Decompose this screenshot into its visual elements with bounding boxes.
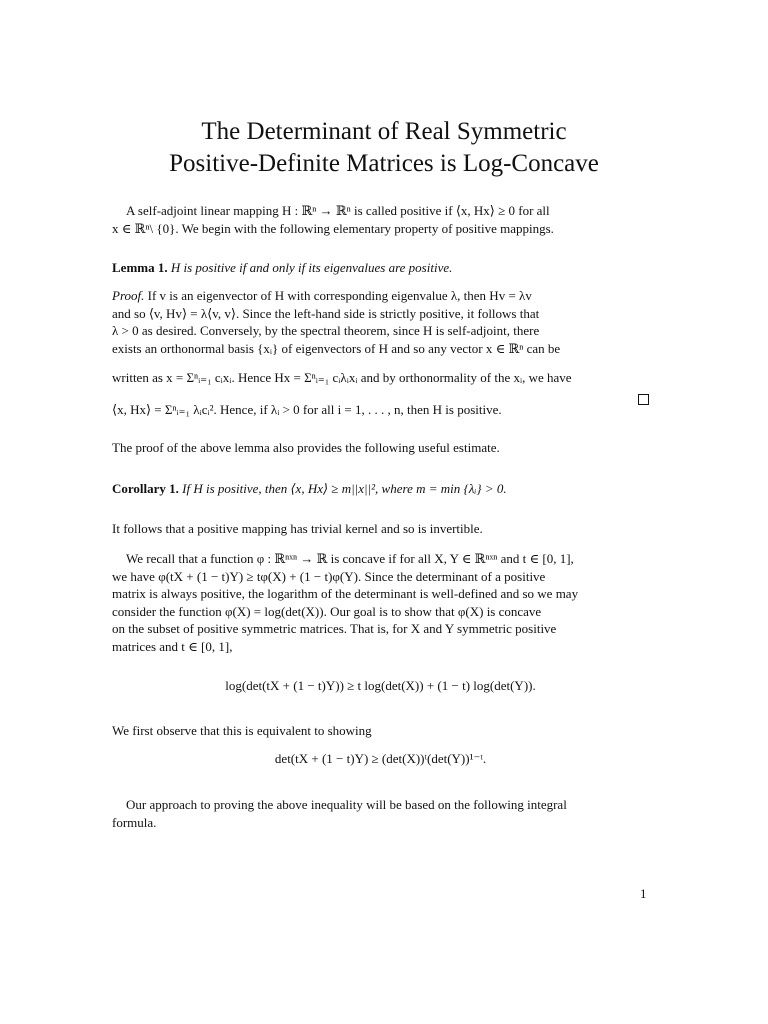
concave-line-4: consider the function φ(X) = log(det(X)). Our goal is to show that φ(X) is concave	[112, 603, 542, 619]
corollary-block	[112, 480, 649, 498]
corollary-text: If H is positive, then ⟨x, Hx⟩ ≥ m||x||², where m = min {λᵢ} > 0.	[182, 481, 507, 496]
concave-line-6: matrices and t ∈ [0, 1],	[112, 638, 233, 654]
corollary-label: Corollary 1.	[112, 481, 179, 496]
proof-line-1: If v is an eigenvector of H with corresponding eigenvalue λ, then Hv = λv	[147, 288, 532, 303]
concave-line-1: We recall that a function φ : ℝⁿˣⁿ → ℝ is concave if for all X, Y ∈ ℝⁿˣⁿ and t ∈ [0, 1],	[126, 551, 574, 566]
approach-line-2: formula.	[112, 814, 157, 830]
proof-line-2: and so ⟨v, Hv⟩ = λ⟨v, v⟩. Since the left-hand side is strictly positive, it follows that	[112, 305, 540, 321]
proof-line-4: exists an orthonormal basis {xᵢ} of eigenvectors of H and so any vector x ∈ ℝⁿ can be	[112, 340, 561, 356]
concave-line-5: on the subset of positive symmetric matrices. That is, for X and Y symmetric positive	[112, 621, 557, 636]
title-line-1: The Determinant of Real Symmetric	[201, 118, 567, 145]
concave-line-3: matrix is always positive, the logarithm of the determinant is well-defined and so we may	[112, 586, 579, 601]
equation-determinant: det(tX + (1 − t)Y) ≥ (det(X))ᵗ(det(Y))¹⁻ᵗ.	[274, 751, 487, 766]
title-line-2: Positive-Definite Matrices is Log-Concave	[169, 150, 599, 177]
concave-line-2: we have φ(tX + (1 − t)Y) ≥ tφ(X) + (1 − t)φ(Y). Since the determinant of a positive	[112, 568, 546, 584]
lemma-block	[112, 259, 649, 277]
lemma-text: H is positive if and only if its eigenvalues are positive.	[170, 260, 453, 275]
intro-line-2: x ∈ ℝⁿ\ {0}. We begin with the following elementary property of positive mappings.	[112, 220, 554, 236]
concave-paragraph	[112, 550, 649, 655]
after-proof-text: The proof of the above lemma also provides the following useful estimate.	[112, 440, 500, 455]
intro-line-1: A self-adjoint linear mapping H : ℝⁿ → ℝⁿ is called positive if ⟨x, Hx⟩ ≥ 0 for all	[126, 203, 550, 218]
proof-line-3: λ > 0 as desired. Conversely, by the spectral theorem, since H is self-adjoint, there	[112, 323, 540, 338]
approach-line-1: Our approach to proving the above inequality will be based on the following integral	[126, 797, 567, 812]
approach-paragraph	[112, 796, 649, 831]
equation-log-concavity: log(det(tX + (1 − t)Y)) ≥ t log(det(X)) + (1 − t) log(det(Y)).	[225, 678, 536, 693]
qed-square	[638, 394, 649, 405]
proof-line-5: written as x = Σⁿᵢ₌₁ cᵢxᵢ. Hence Hx = Σⁿᵢ₌₁ cᵢλᵢxᵢ and by orthonormality of the xᵢ, we have	[112, 370, 572, 385]
kernel-text: It follows that a positive mapping has trivial kernel and so is invertible.	[112, 521, 483, 536]
intro-paragraph	[112, 202, 649, 237]
proof-line-6: ⟨x, Hx⟩ = Σⁿᵢ₌₁ λᵢcᵢ². Hence, if λᵢ > 0 for all i = 1, . . . , n, then H is positive.	[112, 401, 502, 417]
observe-text: We first observe that this is equivalent to showing	[112, 723, 372, 738]
proof-paragraph	[112, 287, 649, 418]
page-number: 1	[640, 886, 647, 901]
proof-label: Proof.	[112, 288, 145, 303]
lemma-label: Lemma 1.	[112, 260, 168, 275]
